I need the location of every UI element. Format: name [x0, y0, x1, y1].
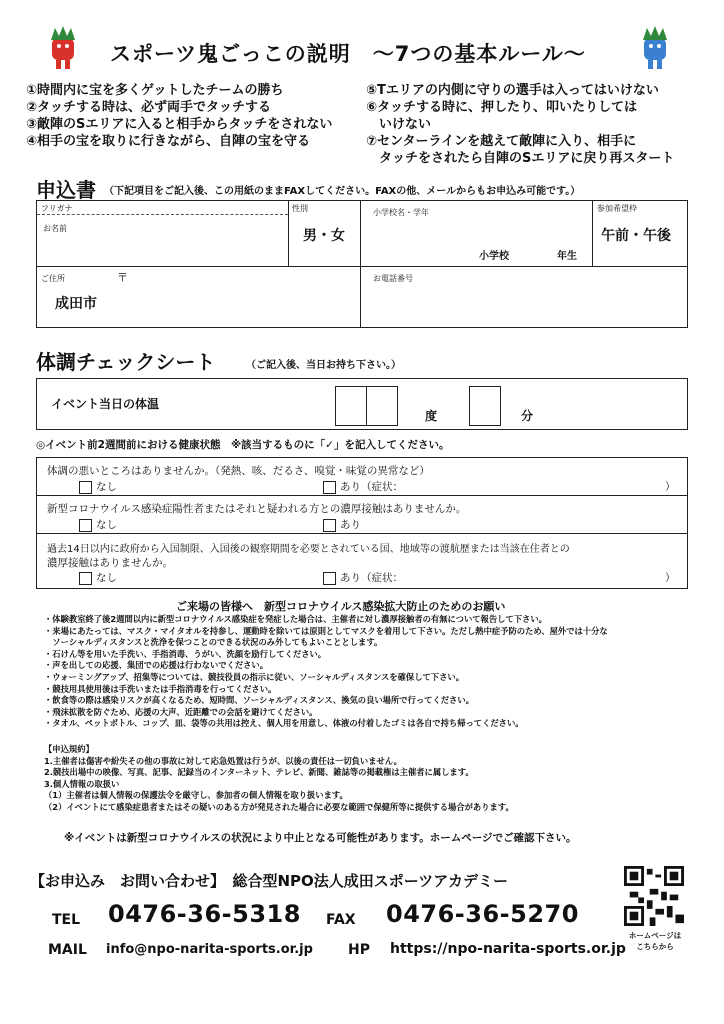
hp-label: HP	[348, 942, 370, 958]
terms-title: 【申込規約】	[44, 744, 94, 754]
question-3-text-cont: 濃厚接触はありませんか。	[47, 557, 173, 569]
time-options[interactable]: 午前・午後	[601, 228, 671, 244]
mail-label: MAIL	[48, 942, 87, 958]
time-label: 参加希望枠	[597, 204, 637, 213]
notice-line: ・体験教室終了後2週間以内に新型コロナウイルス感染症を発症した場合は、主催者に対し濃厚接触者の有無について報告して下さい。	[44, 614, 547, 624]
min-unit: 分	[521, 409, 534, 423]
fax-number[interactable]: 0476-36-5270	[386, 900, 579, 928]
name-label: お名前	[43, 224, 67, 233]
q2-yes-option[interactable]: あり	[323, 517, 361, 532]
question-3	[37, 534, 687, 588]
q3-yes-option[interactable]: あり（症状：	[323, 570, 403, 585]
rules-left	[26, 82, 332, 150]
terms-line: 2.競技出場中の映像、写真、記事、記録当のインターネット、テレビ、新聞、雑誌等の掲載権は主催者に属します。	[44, 767, 474, 778]
question-2	[37, 496, 687, 534]
terms-line: 3.個人情報の取扱い	[44, 778, 120, 789]
q3-close-paren: ）	[665, 572, 676, 584]
temp-digit-2[interactable]	[366, 386, 398, 426]
hp-url[interactable]: https://npo-narita-sports.or.jp	[390, 941, 626, 957]
notice-line: ・タオル、ペットボトル、コップ、皿、袋等の共用は控え、個人用を用意し、体液の付着したゴミは各自で持ち帰ってください。	[44, 718, 524, 729]
gender-options[interactable]: 男・女	[303, 228, 345, 244]
qr-code-icon[interactable]	[624, 866, 684, 930]
q1-close-paren: ）	[665, 481, 676, 493]
school-label: 小学校名・学年	[373, 208, 429, 217]
page-title: スポーツ鬼ごっこの説明 ～7つの基本ルール～	[110, 42, 586, 66]
blue-oni-mascot	[640, 24, 670, 74]
tel-label: TEL	[52, 912, 81, 928]
notice-line: ソーシャルディスタンスと洗浄を保つことのできる状況のみ外してもよいこととします。	[44, 637, 383, 648]
question-2-text: 新型コロナウイルス感染症陽性者またはそれと疑われる方との濃厚接触はありませんか。	[47, 503, 467, 515]
question-1-text: 体調の悪いところはありませんか。（発熱、咳、だるさ、嗅覚・味覚の異常など）	[47, 465, 430, 477]
notice-list	[44, 614, 684, 730]
notice-line: ・競技用具使用後は手洗いまたは手指消毒を行ってください。	[44, 683, 277, 694]
notice-line: ・飲食等の際は感染リスクが高くなるため、短時間、ソーシャルディスタンス、換気の良い場所で行ってください。	[44, 695, 474, 706]
furigana-label: フリガナ	[41, 204, 73, 213]
application-form	[36, 200, 688, 328]
temp-decimal[interactable]	[469, 386, 501, 426]
health-title: 体調チェックシート	[36, 350, 216, 374]
terms-line: 1.主催者は傷害や紛失その他の事故に対して応急処置は行うが、以後の責任は一切負いません。	[44, 755, 402, 766]
gender-label: 性別	[292, 204, 308, 213]
application-note: （下記項目をご記入後、この用紙のままFAXしてください。FAXの他、メールからもお申込み可能です。）	[104, 186, 581, 197]
notice-line: ・飛沫拡散を防ぐため、応援の大声、近距離での会話を避けてください。	[44, 706, 318, 717]
rule-4: ④相手の宝を取りに行きながら、自陣の宝を守る	[26, 134, 311, 149]
deg-unit: 度	[425, 409, 438, 423]
address-cell[interactable]	[37, 267, 361, 327]
cancel-note: ※イベントは新型コロナウイルスの状況により中止となる可能性があります。ホームページでご確認下さい。	[64, 832, 577, 844]
q3-yes-checkbox[interactable]	[323, 572, 336, 585]
q2-no-checkbox[interactable]	[79, 519, 92, 532]
phone-cell[interactable]	[361, 267, 687, 327]
temp-label: イベント当日の体温	[51, 397, 160, 411]
qr-caption: ホームページは こちらから	[628, 931, 682, 951]
grade-suffix: 年生	[557, 251, 577, 262]
health-questions	[36, 457, 688, 589]
tel-number[interactable]: 0476-36-5318	[108, 900, 301, 928]
rules-right	[366, 82, 674, 167]
city-text: 成田市	[55, 296, 97, 312]
q2-no-option[interactable]: なし	[79, 517, 117, 532]
time-cell[interactable]	[593, 201, 687, 267]
address-label: ご住所	[41, 274, 65, 283]
q1-yes-option[interactable]: あり（症状：	[323, 479, 403, 494]
q1-yes-checkbox[interactable]	[323, 481, 336, 494]
mail-address[interactable]: info@npo-narita-sports.or.jp	[106, 942, 313, 957]
notice-line: ・声を出しての応援、集団での応援は行わないでください。	[44, 660, 269, 671]
gender-cell[interactable]	[289, 201, 361, 267]
health-note: （ご記入後、当日お持ち下さい。）	[246, 360, 401, 371]
school-cell[interactable]	[361, 201, 593, 267]
q1-no-option[interactable]: なし	[79, 479, 117, 494]
notice-line: ・ウォーミングアップ、招集等については、競技役員の指示に従い、ソーシャルディスタンスを確保して下さい。	[44, 671, 464, 682]
notice-line: ・石けん等を用いた手洗い、手指消毒、うがい、洗顔を励行してください。	[44, 648, 327, 659]
rule-2: ②タッチする時は、必ず両手でタッチする	[26, 100, 272, 115]
rule-5: ⑤Tエリアの内側に守りの選手は入ってはいけない	[366, 83, 659, 98]
rule-3: ③敵陣のSエリアに入ると相手からタッチをされない	[26, 117, 333, 132]
rule-7: ⑦センターラインを越えて敵陣に入り、相手に	[366, 134, 637, 149]
contact-heading: 【お申込み お問い合わせ】 総合型NPO法人成田スポーツアカデミー	[30, 872, 509, 890]
rule-6: ⑥タッチする時に、押したり、叩いたりしては	[366, 100, 638, 115]
notice-title: ご来場の皆様へ 新型コロナウイルス感染拡大防止のためのお願い	[176, 600, 506, 613]
rule-6-cont: いけない	[366, 117, 432, 132]
terms-line: （2）イベントにて感染症患者またはその疑いのある方が発見された場合に必要な範囲で保健所等に提供する場合があります。	[44, 801, 514, 812]
q3-no-checkbox[interactable]	[79, 572, 92, 585]
q2-yes-checkbox[interactable]	[323, 519, 336, 532]
rule-1: ①時間内に宝を多くゲットしたチームの勝ち	[26, 83, 284, 98]
question-1	[37, 458, 687, 496]
phone-label: お電話番号	[373, 274, 413, 283]
temperature-box	[36, 378, 688, 430]
q1-no-checkbox[interactable]	[79, 481, 92, 494]
terms-line: （1）主催者は個人情報の保護法令を厳守し、参加者の個人情報を取り扱います。	[44, 790, 348, 801]
postal-mark: 〒	[117, 271, 128, 284]
status-heading: ◎イベント前2週間前における健康状態 ※該当するものに「✓」を記入してください。	[36, 439, 450, 451]
school-suffix: 小学校	[479, 251, 509, 262]
question-3-text: 過去14日以内に政府から入国制限、入国後の観察期間を必要とされている国、地域等の渡航歴または当該在住者との	[47, 544, 570, 555]
rule-7-cont: タッチをされたら自陣のSエリアに戻り再スタート	[366, 151, 675, 166]
red-oni-mascot	[48, 24, 78, 74]
temp-digit-1[interactable]	[335, 386, 367, 426]
terms	[44, 744, 684, 814]
notice-line: ・来場にあたっては、マスク・マイタオルを持参し、運動時を除いては原則としてマスクを着用して下さい。ただし熱中症予防のため、屋外では十分な	[44, 625, 608, 636]
application-title: 申込書	[36, 178, 96, 202]
q3-no-option[interactable]: なし	[79, 570, 117, 585]
name-cell[interactable]	[37, 201, 289, 267]
fax-label: FAX	[326, 912, 356, 928]
